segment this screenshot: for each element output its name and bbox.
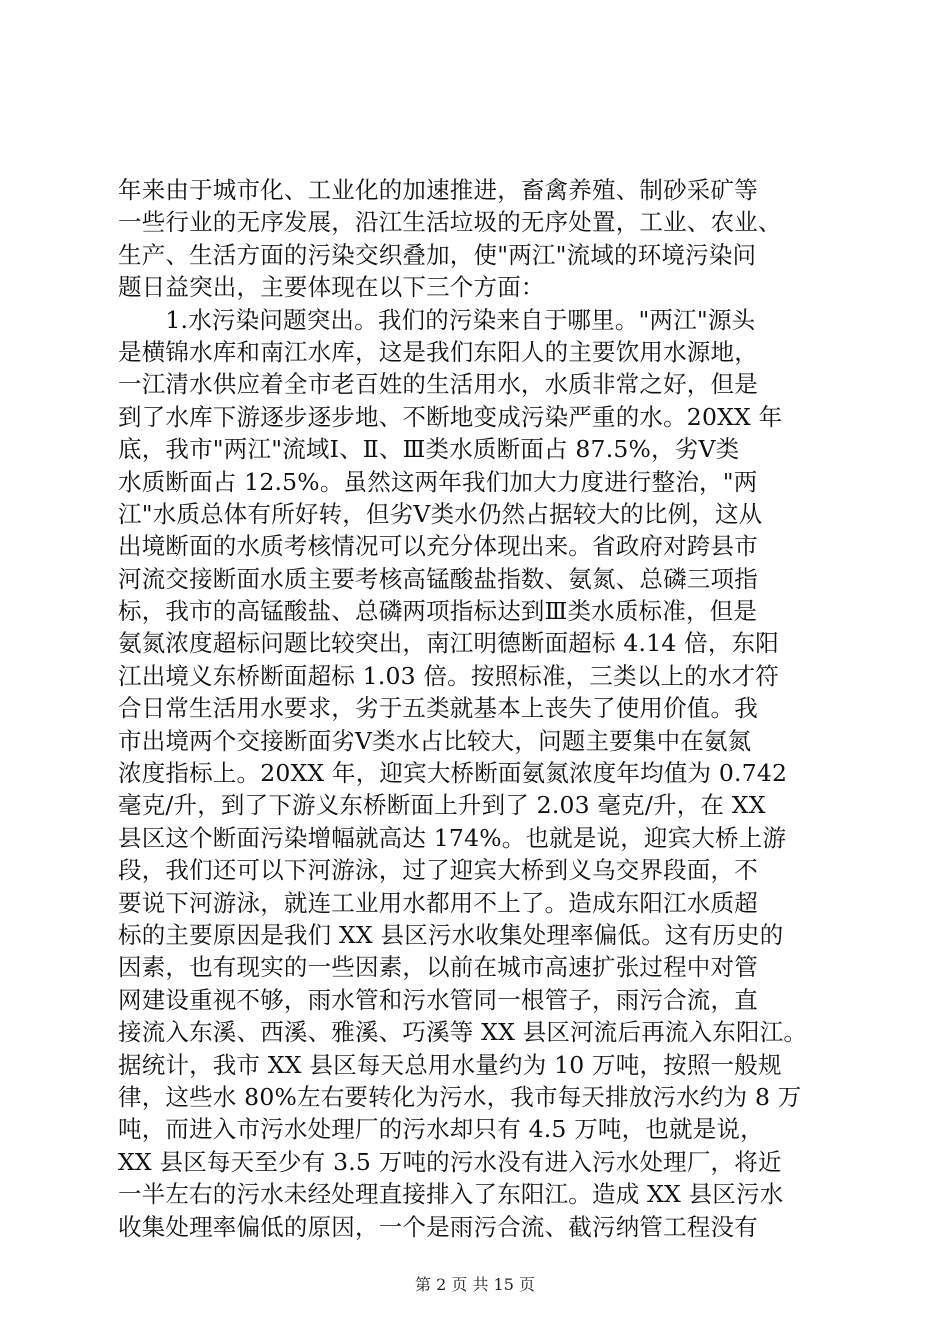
text-line: 收集处理率偏低的原因，一个是雨污合流、截污纳管工程没有 — [118, 1212, 758, 1241]
text-line: 水质断面占 12.5%。虽然这两年我们加大力度进行整治，"两 — [118, 467, 758, 496]
text-line: 接流入东溪、西溪、雅溪、巧溪等 XX 县区河流后再流入东阳江。 — [118, 1018, 808, 1047]
text-line: 一江清水供应着全市老百姓的生活用水，水质非常之好，但是 — [118, 370, 758, 399]
text-line: 律，这些水 80%左右要转化为污水，我市每天排放污水约为 8 万 — [118, 1082, 802, 1111]
text-line: 生产、生活方面的污染交织叠加，使"两江"流域的环境污染问 — [118, 240, 757, 269]
text-line: 合日常生活用水要求，劣于五类就基本上丧失了使用价值。我 — [118, 694, 758, 723]
page-number-label: 第 2 页 共 15 页 — [415, 1275, 535, 1294]
text-line: 因素，也有现实的一些因素，以前在城市高速扩张过程中对管 — [118, 953, 758, 982]
text-line: XX 县区每天至少有 3.5 万吨的污水没有进入污水处理厂，将近 — [118, 1147, 782, 1176]
text-line: 底，我市"两江"流域Ⅰ、Ⅱ、Ⅲ类水质断面占 87.5%，劣Ⅴ类 — [118, 435, 740, 464]
text-line: 一半左右的污水未经处理直接排入了东阳江。造成 XX 县区污水 — [118, 1180, 784, 1209]
text-line: 年来由于城市化、工业化的加速推进，畜禽养殖、制砂采矿等 — [118, 176, 758, 204]
text-line: 吨，而进入市污水处理厂的污水却只有 4.5 万吨，也就是说， — [118, 1115, 764, 1144]
text-line: 河流交接断面水质主要考核高锰酸盐指数、氨氮、总磷三项指 — [118, 564, 758, 593]
text-line: 江出境义东桥断面超标 1.03 倍。按照标准，三类以上的水才符 — [118, 661, 779, 690]
text-line: 据统计，我市 XX 县区每天总用水量约为 10 万吨，按照一般规 — [118, 1050, 782, 1079]
body-text — [118, 174, 838, 1243]
text-line: 一些行业的无序发展，沿江生活垃圾的无序处置，工业、农业、 — [118, 208, 782, 237]
text-line: 浓度指标上。20XX 年，迎宾大桥断面氨氮浓度年均值为 0.742 — [118, 759, 788, 788]
text-line: 县区这个断面污染增幅就高达 174%。也就是说，迎宾大桥上游 — [118, 823, 787, 852]
text-line: 到了水库下游逐步逐步地、不断地变成污染严重的水。20XX 年 — [118, 402, 783, 431]
text-line: 标的主要原因是我们 XX 县区污水收集处理率偏低。这有历史的 — [118, 920, 784, 949]
text-line: 网建设重视不够，雨水管和污水管同一根管子，雨污合流，直 — [118, 985, 758, 1014]
text-line: 毫克/升，到了下游义东桥断面上升到了 2.03 毫克/升，在 XX — [118, 791, 766, 820]
text-line: 要说下河游泳，就连工业用水都用不上了。造成东阳江水质超 — [118, 888, 758, 917]
text-line: 江"水质总体有所好转，但劣Ⅴ类水仍然占据较大的比例，这从 — [118, 499, 763, 528]
text-line: 是横锦水库和南江水库，这是我们东阳人的主要饮用水源地， — [118, 337, 758, 366]
page-footer — [0, 1272, 950, 1295]
text-line: 题日益突出，主要体现在以下三个方面： — [118, 273, 545, 302]
text-line: 标，我市的高锰酸盐、总磷两项指标达到Ⅲ类水质标准，但是 — [118, 597, 758, 626]
text-line: 段，我们还可以下河游泳，过了迎宾大桥到义乌交界段面，不 — [118, 856, 758, 885]
text-line: 出境断面的水质考核情况可以充分体现出来。省政府对跨县市 — [118, 532, 758, 561]
text-line: 氨氮浓度超标问题比较突出，南江明德断面超标 4.14 倍，东阳 — [118, 629, 779, 658]
text-line: 市出境两个交接断面劣Ⅴ类水占比较大，问题主要集中在氨氮 — [118, 726, 752, 755]
text-line: 1.水污染问题突出。我们的污染来自于哪里。"两江"源头 — [118, 305, 756, 334]
